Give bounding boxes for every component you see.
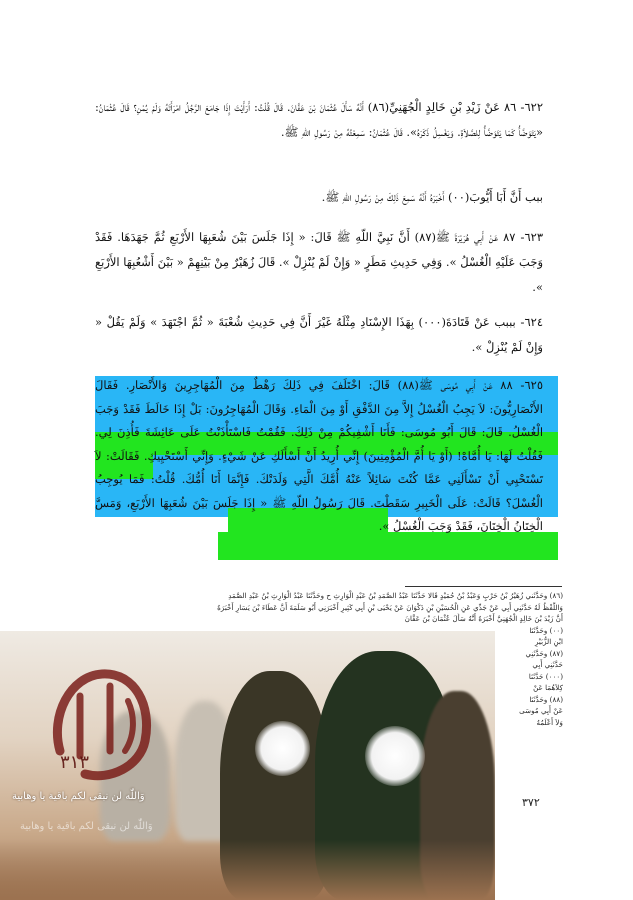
chain-sign: ٨٧ xyxy=(503,230,516,244)
hadith-623 xyxy=(95,225,543,300)
overlay-caption-faded: وَاللّٰه لن نبقى لكم باقية يا وهابية xyxy=(20,821,153,832)
hadith-text: ﺑﺒﺒﺐ عَنْ قَتَادَةَ(٠٠٠) بِهَذَا الإِسْنَادِ مِثْلَهُ غَيْرَ أَنَّ فِي حَدِيثِ شُعْبَةَ « ثُمَّ اجْتَهَدَ » وَلَمْ يَقُلْ « وَإِنْ لَمْ يُنْزِلْ ». xyxy=(95,315,543,354)
footnote-line: أَنَّ زَيْدَ بْنَ خَالِدٍ الْجُهَنِيَّ أَخْبَرَهُ أَنَّهُ سَأَلَ عُثْمَانَ بْنَ عَفَّانَ xyxy=(404,614,563,623)
hadith-text-part: فَقُمْتُ فَاسْتَأْذَنْتُ عَلَى عَائِشَةَ xyxy=(144,425,286,439)
hadith-text-part: قَالَتْ: عَلَى الْخَبِيرِ سَقَطْتَ. xyxy=(370,495,501,510)
footnote-line: وَاللَّفْظُ لَهُ حَدَّثَنِي أَبِي عَنْ جَدِّي عَنِ الْحُسَيْنِ بْنِ ذَكْوَانَ عَنْ يَحْيَى بْنِ أَبِي كَثِيرٍ أَخْبَرَنِي أَبُو سَلَمَةَ أَنَّ عَطَاءَ بْنَ يَسَارٍ أَخْبَرَهُ xyxy=(217,602,563,612)
hadith-622-supplement: ﺑﺒﺐ أَنَّ أَبَا أَيُّوبَ(٠٠) أَخْبَرَهُ أَنَّهُ سَمِعَ ذَلِكَ مِنْ رَسُولِ اللّهِ ﷺ. xyxy=(321,190,543,204)
hadith-625 xyxy=(95,374,543,539)
calligraphy-logo-icon xyxy=(40,656,160,791)
hadith-text-part: عَنْ أَبِي مُوسَى ﷺ(٨٨) قَالَ: اخْتَلَفَ فِي ذَلِكَ رَهْطٌ مِنَ الْمُهَاجِرِينَ وَالأَنْصَارِ. فَقَالَ الأَنْصَارِيُّونَ: لاَ يَجِبُ الْغُسْلُ إِلاَّ مِنَ الدَّفْقِ أَوْ مِنَ الْمَاءِ. وَقَالَ الْمُهَاجِرُونَ: بَلْ إِذَا خَالَطَ فَقَدْ وَجَبَ الْغُسْلُ. قَالَ: قَالَ أَبُو مُوسَى: فَأَنَا أَشْفِيكُمْ مِنْ ذَلِكَ. xyxy=(95,378,544,439)
chain-sign: ٨٨ xyxy=(500,378,513,392)
footnote-line: (٨٨) وحَدَّثَنَا xyxy=(529,694,563,704)
footnote-line: (٠٠) وحَدَّثَنَا xyxy=(529,625,563,635)
hadith-text-part: قَالَ رَسُولُ اللّهِ ﷺ « إِذَا xyxy=(243,495,366,510)
footnote-line: وَلاَ أَعْلَمُهُ xyxy=(536,717,563,727)
hadith-624 xyxy=(95,310,543,360)
footnote-line: حَدَّثَنِي أَبِي xyxy=(532,660,563,669)
hadith-text: عَنْ زَيْدِ بْنِ خَالِدٍ الْجُهَنِيِّ(٨٦) أَنَّهُ سَأَلَ عُثْمَانَ بْنَ عَفَّانَ. قَالَ قُلْتُ: أَرَأَيْتَ إِذَا جَامَعَ الرَّجُلُ امْرَأَتَهُ وَلَمْ يُمْنِ؟ قَالَ عُثْمَانُ: «يَتَوَضَّأُ كَمَا يَتَوَضَّأُ لِلصَّلاَةِ. وَيَغْسِلُ ذَكَرَهُ». قَالَ عُثْمَانُ: سَمِعْتُهُ مِنْ رَسُولِ اللّهِ ﷺ. xyxy=(95,100,543,139)
hadith-number: ٦٢٢- xyxy=(520,100,543,114)
hadith-text: عَنْ أَبِي هُرَيْرَةَ ﷺ(٨٧) أَنَّ نَبِيَّ اللّهِ ﷺ قَالَ: « إِذَا جَلَسَ بَيْنَ شُعَبِهَا الأَرْبَعِ ثُمَّ جَهَدَهَا. فَقَدْ وَجَبَ عَلَيْهِ الْغُسْلُ ». وَفِي حَدِيثِ مَطَرٍ « وَإِنْ لَمْ يُنْزِلْ ». قَالَ زُهَيْرٌ مِنْ بَيْنِهِمْ « بَيْنَ أَشْعُبِهَا الأَرْبَعِ ». xyxy=(95,230,543,294)
chain-sign: ٨٦ xyxy=(503,100,517,114)
footnote-line: ابْنِ الزُّبَيْرِ xyxy=(534,637,563,646)
footnote-divider xyxy=(405,586,562,587)
footnote-line: (٨٦) وحَدَّثَني زُهَيْرُ بْنُ حَرْبٍ وَعَبْدُ بْنُ حُمَيْدٍ قَالا حَدَّثَنَا عَبْدُ الصَّمَدِ بْنُ عَبْدِ الْوَارِثِ ح وحَدَّثَنَا عَبْدُ الْوَارِثِ بْنُ عَبْدِ الصَّمَدِ xyxy=(228,591,563,600)
footnote-line: كِلاَهُمَا عَنْ xyxy=(533,683,563,692)
page-number: ٣٧٢ xyxy=(522,796,540,809)
footnote-line: (٠٠٠) حَدَّثَنَا xyxy=(528,671,563,681)
blurred-face xyxy=(365,726,425,786)
ground-shade xyxy=(0,840,495,900)
overlay-caption: وَاللّٰه لن نبقى لكم باقية يا وهابية xyxy=(12,791,145,802)
footnote-line: (٨٧) وحَدَّثَنِي xyxy=(525,648,563,658)
hadith-number: ٦٢٥- xyxy=(520,378,544,392)
hadith-text-part: فَأُذِنَ لِي. فَقُلْتُ لَهَا: يَا أُمَّاهْ! (أَوْ يَا أُمَّ الْمُؤْمِنِينَ) إِنِّي أُرِيدُ أَنْ أَسْأَلَكِ عَنْ شَيْءٍ. وَإِنِّي أَسْتَحْيِيكِ. فَقَالَتْ: لاَ تَسْتَحْيِي أَنْ تَسْأَلَنِي عَمَّا كُنْتَ سَائِلاً عَنْهُ أُمَّكَ الَّتِي وَلَدَتْكَ. فَإِنَّمَا أَنَا أُمُّكَ. قُلْتُ: فَمَا يُوجِبُ الْغُسْلَ؟ xyxy=(95,425,544,510)
blurred-face xyxy=(255,721,310,776)
hadith-text-part: جَلَسَ بَيْنَ شُعَبِهَا الأَرْبَعِ، وَمَسَّ الْخِتَانُ الْخِتَانَ، فَقَدْ وَجَبَ الْغُسْلُ ». xyxy=(95,495,543,533)
overlay-photo xyxy=(0,631,495,900)
hadith-622 xyxy=(95,95,543,145)
logo-number: ٣١٣ xyxy=(60,752,90,773)
hadith-number: ٦٢٤- xyxy=(520,315,543,329)
footnote-line: عَنْ أَبِي مُوسَى xyxy=(519,706,563,715)
hadith-number: ٦٢٣- xyxy=(520,230,543,244)
